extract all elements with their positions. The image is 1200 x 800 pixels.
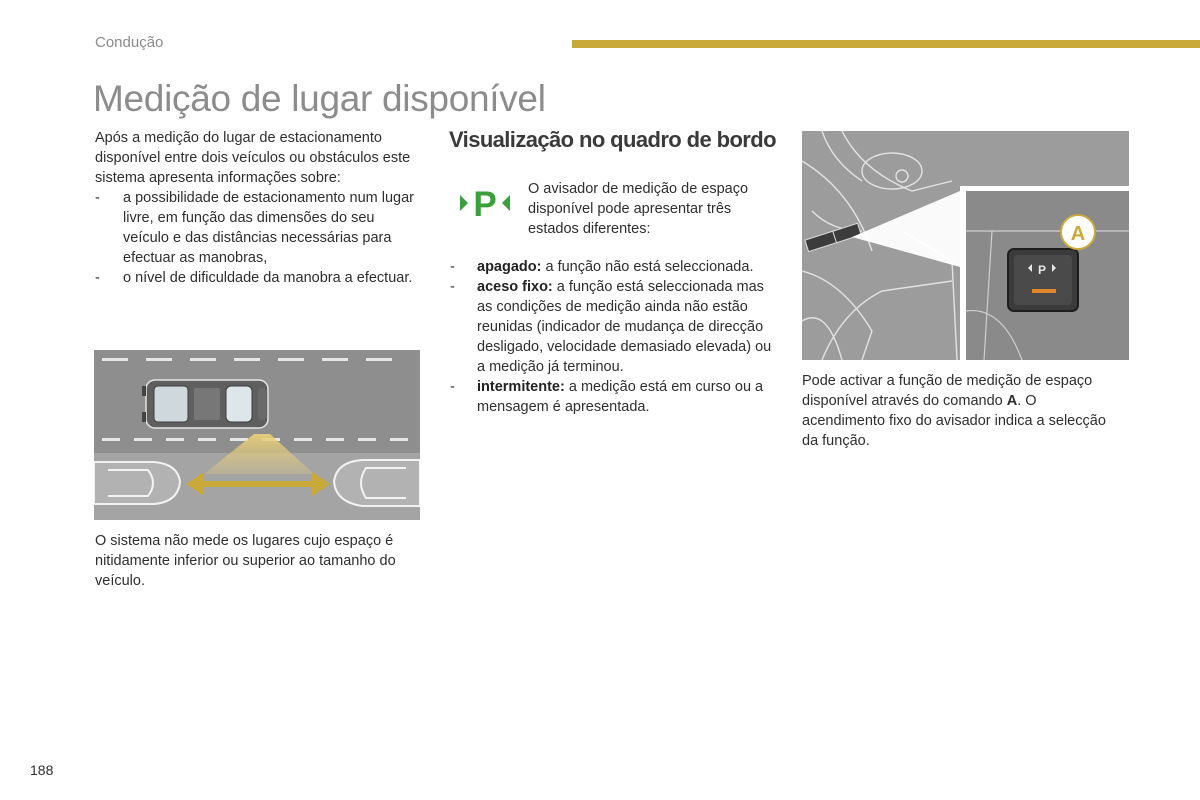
state-term: aceso fixo: [477, 279, 553, 295]
dashboard-button-illustration [802, 131, 1129, 360]
icon-description: O avisador de medição de espaço disponível pode apresentar três estados diferentes: [528, 181, 749, 237]
state-term: intermitente: [477, 379, 565, 395]
page-number: 188 [30, 762, 54, 778]
section-heading: Visualização no quadro de bordo [449, 127, 776, 152]
intro-list [95, 188, 415, 288]
parking-measure-icon [458, 184, 512, 222]
list-item: - a possibilidade de estacionamento num lugar livre, em função das dimensões do seu veículo e das distâncias necessárias para efectuar as manobras, [95, 190, 414, 266]
dash-marker: - [450, 279, 455, 295]
intro-text [95, 128, 415, 288]
command-a-label: A [1006, 393, 1018, 409]
dash-marker: - [450, 259, 455, 275]
callout-label-a: A [1070, 223, 1086, 245]
list-item [450, 257, 776, 277]
states-list [450, 257, 776, 417]
state-desc: a função está seleccionada mas as condições de medição ainda não estão reunidas (indicador de mudança de direcção desligado, velocidade demasiado elevada) ou a medição já terminou. [477, 279, 772, 375]
state-desc: a função não está seleccionada. [541, 259, 754, 275]
state-desc: a medição está em curso ou a mensagem é apresentada. [477, 379, 764, 415]
parking-space-illustration [94, 350, 420, 520]
svg-text:P: P [1037, 263, 1047, 277]
dash-marker: - [450, 379, 455, 395]
state-term: apagado: [477, 259, 542, 275]
dash-marker: - [95, 190, 100, 206]
dash-marker: - [95, 270, 100, 286]
parking-icon-glyph: P [473, 185, 497, 222]
left-caption: O sistema não mede os lugares cujo espaço é nitidamente inferior ou superior ao tamanho do veículo. [95, 533, 396, 589]
list-item [450, 277, 776, 377]
page-title: Medição de lugar disponível [93, 78, 546, 119]
list-item [450, 377, 776, 417]
intro-paragraph: Após a medição do lugar de estacionamento disponível entre dois veículos ou obstáculos este sistema apresenta informações sobre: [95, 130, 411, 186]
section-label: Condução [95, 34, 164, 51]
list-item: - o nível de dificuldade da manobra a efectuar. [95, 270, 413, 286]
header-accent-bar [572, 40, 1200, 48]
right-caption: Pode activar a função de medição de espaço disponível através do comando A. O acendimento fixo do avisador indica a selecção da função. [802, 373, 1106, 449]
